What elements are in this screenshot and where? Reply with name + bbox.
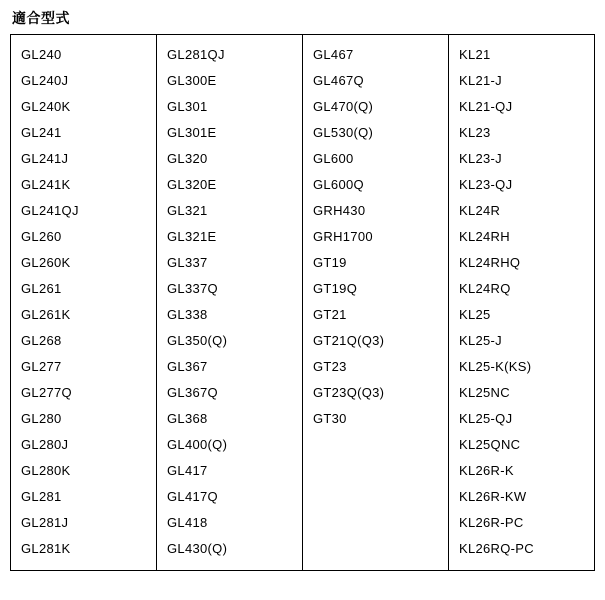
list-item: GT21 xyxy=(312,307,347,322)
list-item: KL24RQ xyxy=(458,281,511,296)
list-item: GL320E xyxy=(167,177,217,192)
list-item: KL25QNC xyxy=(458,437,521,452)
list-item: GL240 xyxy=(21,47,62,62)
list-item: GL277Q xyxy=(21,385,72,400)
list-item: GL400(Q) xyxy=(167,437,228,452)
list-item: GL241QJ xyxy=(21,203,79,218)
list-item: GL367Q xyxy=(167,385,218,400)
list-item: GT19Q xyxy=(312,281,358,296)
list-item: KL26R-KW xyxy=(458,489,527,504)
list-item: GL261 xyxy=(21,281,62,296)
list-item: GL367 xyxy=(167,359,208,374)
list-item: GL320 xyxy=(167,151,208,166)
list-item: GT30 xyxy=(312,411,347,426)
list-item: GL337 xyxy=(167,255,208,270)
list-item: KL25 xyxy=(458,307,491,322)
list-item: GL281J xyxy=(21,515,69,530)
list-item-empty xyxy=(303,536,448,562)
models-column-1 xyxy=(11,35,157,570)
list-item: GL280K xyxy=(21,463,71,478)
table-row xyxy=(11,35,594,570)
list-item: KL26R-PC xyxy=(458,515,524,530)
list-item: GT19 xyxy=(312,255,347,270)
list-item: GL281QJ xyxy=(167,47,225,62)
list-item: GL430(Q) xyxy=(167,541,228,556)
page-title: 適合型式 xyxy=(12,10,70,26)
list-item: GL260 xyxy=(21,229,62,244)
list-item: KL21 xyxy=(458,47,491,62)
list-item: GL337Q xyxy=(167,281,218,296)
list-item: GL268 xyxy=(21,333,62,348)
list-item: GRH1700 xyxy=(312,229,373,244)
list-item: GL321E xyxy=(167,229,217,244)
list-item: GL301E xyxy=(167,125,217,140)
list-item: KL25-J xyxy=(458,333,502,348)
list-item: GL241K xyxy=(21,177,71,192)
list-item: KL23-QJ xyxy=(458,177,513,192)
list-item: GL301 xyxy=(167,99,208,114)
list-item: KL23 xyxy=(458,125,491,140)
list-item-empty xyxy=(303,432,448,458)
models-grid xyxy=(11,35,594,570)
list-item: GL600 xyxy=(312,151,354,166)
list-item: GL470(Q) xyxy=(312,99,374,114)
list-item: GL368 xyxy=(167,411,208,426)
list-item: GL241 xyxy=(21,125,62,140)
list-item: GT23Q(Q3) xyxy=(312,385,385,400)
list-item: GL467Q xyxy=(312,73,364,88)
list-item: KL25-QJ xyxy=(458,411,513,426)
list-item: GL280J xyxy=(21,437,69,452)
list-item: GL321 xyxy=(167,203,208,218)
list-item-empty xyxy=(303,510,448,536)
list-item: KL21-J xyxy=(458,73,502,88)
list-item: GL418 xyxy=(167,515,208,530)
list-item: GRH430 xyxy=(312,203,366,218)
list-item: GL241J xyxy=(21,151,69,166)
list-item: GL280 xyxy=(21,411,62,426)
list-item: GL240J xyxy=(21,73,69,88)
list-item: GL277 xyxy=(21,359,62,374)
models-column-2 xyxy=(157,35,303,570)
list-item: GL281 xyxy=(21,489,62,504)
list-item: GL261K xyxy=(21,307,71,322)
list-item: KL24R xyxy=(458,203,501,218)
list-item: KL26R-K xyxy=(458,463,514,478)
models-column-3 xyxy=(302,35,448,570)
list-item: GL467 xyxy=(312,47,354,62)
list-item: GL417 xyxy=(167,463,208,478)
list-item: GL600Q xyxy=(312,177,364,192)
list-item: KL26RQ-PC xyxy=(458,541,534,556)
list-item: KL21-QJ xyxy=(458,99,513,114)
list-item-empty xyxy=(303,458,448,484)
models-column-4 xyxy=(448,35,594,570)
list-item: GL350(Q) xyxy=(167,333,228,348)
list-item-empty xyxy=(303,484,448,510)
list-item: KL24RHQ xyxy=(458,255,521,270)
list-item: GL281K xyxy=(21,541,71,556)
list-item: GT23 xyxy=(312,359,347,374)
list-item: KL23-J xyxy=(458,151,502,166)
list-item: GL240K xyxy=(21,99,71,114)
list-item: GL338 xyxy=(167,307,208,322)
list-item: GL417Q xyxy=(167,489,218,504)
list-item: GT21Q(Q3) xyxy=(312,333,385,348)
list-item: KL25-K(KS) xyxy=(458,359,532,374)
compatible-models-table xyxy=(10,34,595,571)
list-item: GL300E xyxy=(167,73,217,88)
list-item: GL530(Q) xyxy=(312,125,374,140)
list-item: KL24RH xyxy=(458,229,510,244)
list-item: GL260K xyxy=(21,255,71,270)
list-item: KL25NC xyxy=(458,385,510,400)
